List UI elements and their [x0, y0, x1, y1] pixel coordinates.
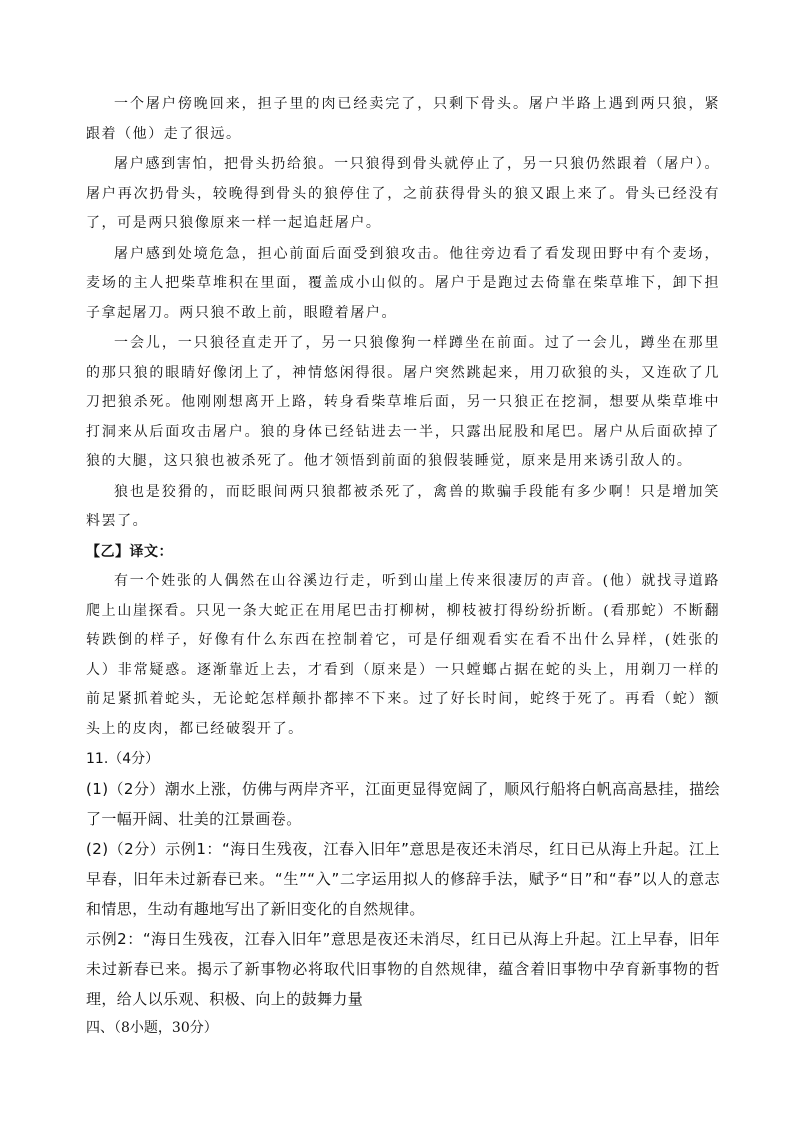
- translation-yi-heading: 【乙】译文：: [86, 543, 173, 560]
- story-paragraph-1: 一个屠户傍晚回来，担子里的肉已经卖完了，只剩下骨头。屠户半路上遇到两只狼，紧跟着（他）走了很远。: [86, 96, 720, 142]
- story-paragraph-4: 一会儿，一只狼径直走开了，另一只狼像狗一样蹲坐在前面。过了一会儿，蹲坐在那里的那只狼的眼睛好像闭上了，神情悠闲得很。屠户突然跳起来，用刀砍狼的头，又连砍了几刀把狼杀死。他刚刚想离开上路，转身看柴草堆后面，另一只狼正在挖洞，想要从柴草堆中打洞来从后面攻击屠户。狼的身体已经钻进去一半，只露出屁股和尾巴。屠户从后面砍掉了狼的大腿，这只狼也被杀死了。他才领悟到前面的狼假装睡觉，原来是用来诱引敌人的。: [86, 335, 720, 469]
- answer-11-part-1: (1)（2分）潮水上涨，仿佛与两岸齐平，江面更显得宽阔了，顺风行船将白帆高高悬挂，描绘了一幅开阔、壮美的江景画卷。: [86, 780, 720, 828]
- translation-yi-paragraph: 有一个姓张的人偶然在山谷溪边行走，听到山崖上传来很凄厉的声音。(他）就找寻道路爬上山崖探看。只见一条大蛇正在用尾巴击打柳树，柳枝被打得纷纷折断。(看那蛇）不断翻转跌倒的样子，好像有什么东西在控制着它，可是仔细观看实在看不出什么异样，(姓张的人）非常疑惑。逐渐靠近上去，才看到（原来是）一只螳螂占据在蛇的头上，用剃刀一样的前足紧抓着蛇头，无论蛇怎样颠扑都摔不下来。过了好长时间，蛇终于死了。再看（蛇）额头上的皮肉，都已经破裂开了。: [86, 573, 720, 737]
- document-body: [86, 90, 720, 1042]
- answer-11-part-2-example-2: 示例2：“海日生残夜，江春入旧年”意思是夜还未消尽，红日已从海上升起。江上早春，旧年未过新春已来。揭示了新事物必将取代旧事物的自然规律，蕴含着旧事物中孕育新事物的哲理，给人以乐观、积极、向上的鼓舞力量: [86, 930, 720, 1008]
- story-paragraph-2: 屠户感到害怕，把骨头扔给狼。一只狼得到骨头就停止了，另一只狼仍然跟着（屠户）。屠户再次扔骨头，较晚得到骨头的狼停住了，之前获得骨头的狼又跟上来了。骨头已经没有了，可是两只狼像原来一样一起追赶屠户。: [86, 156, 720, 231]
- story-paragraph-5: 狼也是狡猾的，而眨眼间两只狼都被杀死了，禽兽的欺骗手段能有多少啊！只是增加笑料罢了。: [86, 483, 720, 529]
- story-paragraph-3: 屠户感到处境危急，担心前面后面受到狼攻击。他往旁边看了看发现田野中有个麦场，麦场的主人把柴草堆积在里面，覆盖成小山似的。屠户于是跑过去倚靠在柴草堆下，卸下担子拿起屠刀。两只狼不敢上前，眼瞪着屠户。: [86, 245, 720, 321]
- section-four-heading: 四、（8小题，30分）: [86, 1020, 218, 1036]
- answer-11-part-2-example-1: (2)（2分）示例1：“海日生残夜，江春入旧年”意思是夜还未消尽，红日已从海上升起。江上早春，旧年未过新春已来。“生”“入”二字运用拟人的修辞手法，赋予“日”和“春”以人的意志和情思，生动有趣地写出了新旧变化的自然规律。: [86, 840, 720, 918]
- question-11-label: 11.（4分）: [86, 751, 160, 767]
